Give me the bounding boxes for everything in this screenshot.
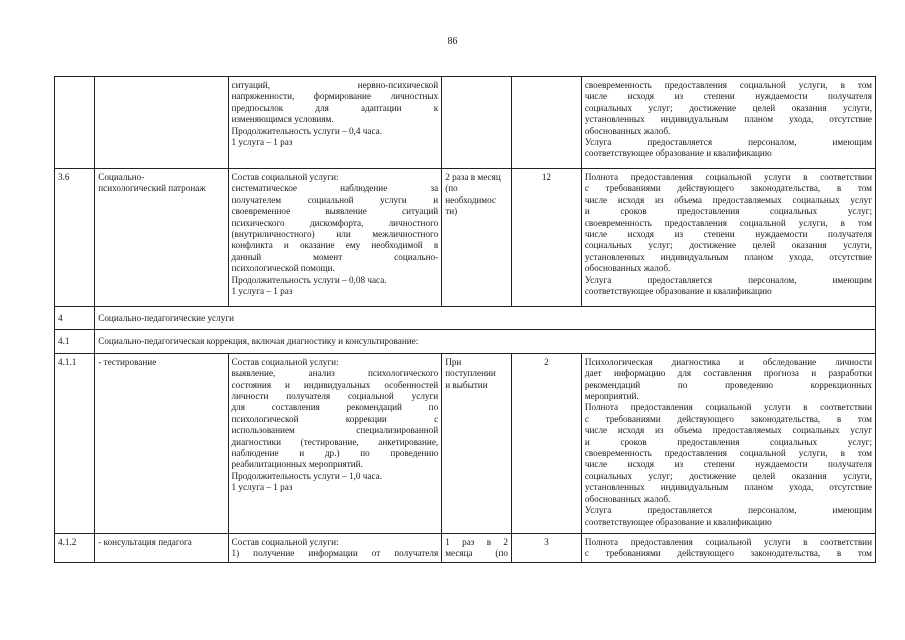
table-row-continuation	[55, 77, 876, 169]
period-line: ти)	[445, 206, 458, 217]
criteria-line: Психологическая диагностика и обследование личности	[584, 356, 872, 367]
desc-line: диагностики (тестирование, анкетирование,	[231, 436, 439, 447]
desc-line: 1) получение информации от получателя	[231, 548, 439, 559]
desc-line: напряженности, формирование личностных	[231, 91, 439, 102]
table-row-4-1-2	[55, 533, 876, 562]
criteria-line: числе исходя из степени нуждаемости получателя	[584, 91, 872, 102]
table-row-section-4	[55, 307, 876, 330]
cell-criteria	[581, 77, 875, 169]
criteria-line: числе исходя из степени нуждаемости получателя	[584, 459, 872, 470]
criteria-line: своевременность предоставления социальной услуги, в том	[584, 80, 872, 90]
desc-line: предпосылок для адаптации к	[231, 102, 439, 113]
cell-description	[228, 353, 442, 533]
period-line: 2 раза в месяц	[445, 172, 501, 182]
period-line: месяца (по	[445, 548, 509, 559]
criteria-line: соответствующее образование и квалификацию	[584, 516, 772, 527]
criteria-line: Полнота предоставления социальной услуги в соответствии	[584, 172, 872, 182]
criteria-line: с требованиями действующего законодательства, в том	[584, 183, 872, 194]
cell-criteria	[581, 169, 875, 307]
criteria-line: Полнота предоставления социальной услуги в соответствии	[584, 536, 872, 547]
desc-line: Состав социальной услуги:	[231, 536, 339, 547]
criteria-line: Услуга предоставляется персоналом, имеющим	[584, 137, 872, 148]
criteria-line: числе исходя из объема предоставляемых социальных услуг	[584, 194, 872, 205]
cell-description	[228, 77, 442, 169]
period-line: поступлении	[445, 368, 496, 379]
criteria-line: соответствующее образование и квалификацию	[584, 286, 772, 297]
desc-line: психологической помощи.	[231, 263, 335, 274]
cell-number	[55, 77, 95, 169]
desc-line: ситуаций, нервно-психической	[231, 80, 439, 90]
desc-line: конфликта и оказание ему необходимой в	[231, 240, 439, 251]
criteria-line: установленных индивидуальным планом ухода, отсутствие	[584, 114, 872, 125]
desc-line: своевременное выявление ситуаций	[231, 206, 439, 217]
desc-line: 1 услуга – 1 раз	[231, 482, 293, 493]
cell-number: 4.1	[55, 330, 95, 353]
cell-service-name: - консультация педагога	[95, 533, 228, 562]
desc-line: психического дискомфорта, личностного	[231, 217, 439, 228]
criteria-line: обоснованных жалоб.	[584, 493, 671, 504]
criteria-line: обоснованных жалоб.	[584, 125, 671, 136]
desc-line: систематическое наблюдение за	[231, 183, 439, 194]
criteria-line: своевременность предоставления социальной услуги, в том	[584, 217, 872, 228]
desc-line: выявление, анализ психологического	[231, 368, 439, 379]
cell-criteria	[581, 353, 875, 533]
desc-line: использованием специализированной	[231, 425, 439, 436]
desc-line: данный момент социально-	[231, 251, 439, 262]
period-line: необходимос	[445, 194, 496, 205]
period-line: 1 раз в 2	[445, 536, 509, 547]
criteria-line: числе исходя из степени нуждаемости получателя	[584, 229, 872, 240]
cell-service-name	[95, 77, 228, 169]
criteria-line: установленных индивидуальным планом ухода, отсутствие	[584, 251, 872, 262]
desc-line: для составления рекомендаций по	[231, 402, 439, 413]
cell-number: 3.6	[55, 169, 95, 307]
desc-line: Продолжительность услуги – 0,08 часа.	[231, 274, 387, 285]
criteria-line: установленных индивидуальным планом ухода, отсутствие	[584, 482, 872, 493]
cell-description	[228, 533, 442, 562]
services-table	[54, 76, 876, 563]
desc-line: состояния и индивидуальных особенностей	[231, 379, 439, 390]
name-line: психологический патронаж	[98, 183, 206, 194]
cell-number: 4	[55, 307, 95, 330]
desc-line: Состав социальной услуги:	[231, 356, 339, 367]
criteria-line: своевременность предоставления социальной услуги, в том	[584, 448, 872, 459]
desc-line: наблюдение и др.) по проведению	[231, 448, 439, 459]
table-row-4-1-1	[55, 353, 876, 533]
criteria-line: соответствующее образование и квалификацию	[584, 148, 772, 159]
criteria-line: социальных услуг; достижение целей оказания услуги,	[584, 470, 872, 481]
cell-periodicity	[442, 169, 512, 307]
period-line: (по	[445, 183, 458, 194]
desc-line: 1 услуга – 1 раз	[231, 286, 293, 297]
criteria-line: Услуга предоставляется персоналом, имеющим	[584, 505, 872, 516]
criteria-line: социальных услуг; достижение целей оказания услуги,	[584, 102, 872, 113]
table-row-section-4-1	[55, 330, 876, 353]
criteria-line: и сроков предоставления социальных услуг;	[584, 206, 872, 217]
cell-criteria	[581, 533, 875, 562]
criteria-line: мероприятий.	[584, 391, 639, 402]
period-line: и выбытии	[445, 379, 488, 390]
criteria-line: рекомендаций по проведению коррекционных	[584, 379, 872, 390]
cell-number: 4.1.2	[55, 533, 95, 562]
desc-line: Состав социальной услуги:	[231, 172, 339, 182]
criteria-line: и сроков предоставления социальных услуг;	[584, 436, 872, 447]
criteria-line: Услуга предоставляется персоналом, имеющим	[584, 274, 872, 285]
desc-line: получателем социальной услуги и	[231, 194, 439, 205]
desc-line: Продолжительность услуги – 1,0 часа.	[231, 470, 383, 481]
cell-periodicity	[442, 77, 512, 169]
criteria-line: Полнота предоставления социальной услуги в соответствии	[584, 402, 872, 413]
desc-line: реабилитационных мероприятий.	[231, 459, 363, 470]
desc-line: Продолжительность услуги – 0,4 часа.	[231, 125, 383, 136]
table-row-3-6	[55, 169, 876, 307]
desc-line: психологической коррекции с	[231, 413, 439, 424]
page-number: 86	[447, 36, 458, 47]
cell-periodicity	[442, 353, 512, 533]
cell-volume: 3	[512, 533, 582, 562]
criteria-line: с требованиями действующего законодательства, в том	[584, 413, 872, 424]
cell-service-name: - тестирование	[95, 353, 228, 533]
criteria-line: обоснованных жалоб.	[584, 263, 671, 274]
desc-line: 1 услуга – 1 раз	[231, 137, 293, 148]
criteria-line: дает информацию для составления прогноза и разработки	[584, 368, 872, 379]
cell-number: 4.1.1	[55, 353, 95, 533]
criteria-line: числе исходя из объема предоставляемых социальных услуг	[584, 425, 872, 436]
cell-volume: 2	[512, 353, 582, 533]
cell-service-name	[95, 169, 228, 307]
criteria-line: с требованиями действующего законодательства, в том	[584, 548, 872, 559]
period-line: При	[445, 356, 462, 367]
criteria-line: социальных услуг; достижение целей оказания услуги,	[584, 240, 872, 251]
cell-volume: 12	[512, 169, 582, 307]
cell-volume	[512, 77, 582, 169]
desc-line: (внутриличностного) или межличностного	[231, 229, 439, 240]
section-title: Социально-педагогические услуги	[95, 307, 876, 330]
cell-periodicity	[442, 533, 512, 562]
desc-line: личности получателя социальной услуги	[231, 391, 439, 402]
desc-line: изменяющимся условиям.	[231, 114, 334, 125]
section-title: Социально-педагогическая коррекция, включая диагностику и консультирование:	[95, 330, 876, 353]
name-line: Социально-	[98, 172, 145, 182]
cell-description	[228, 169, 442, 307]
